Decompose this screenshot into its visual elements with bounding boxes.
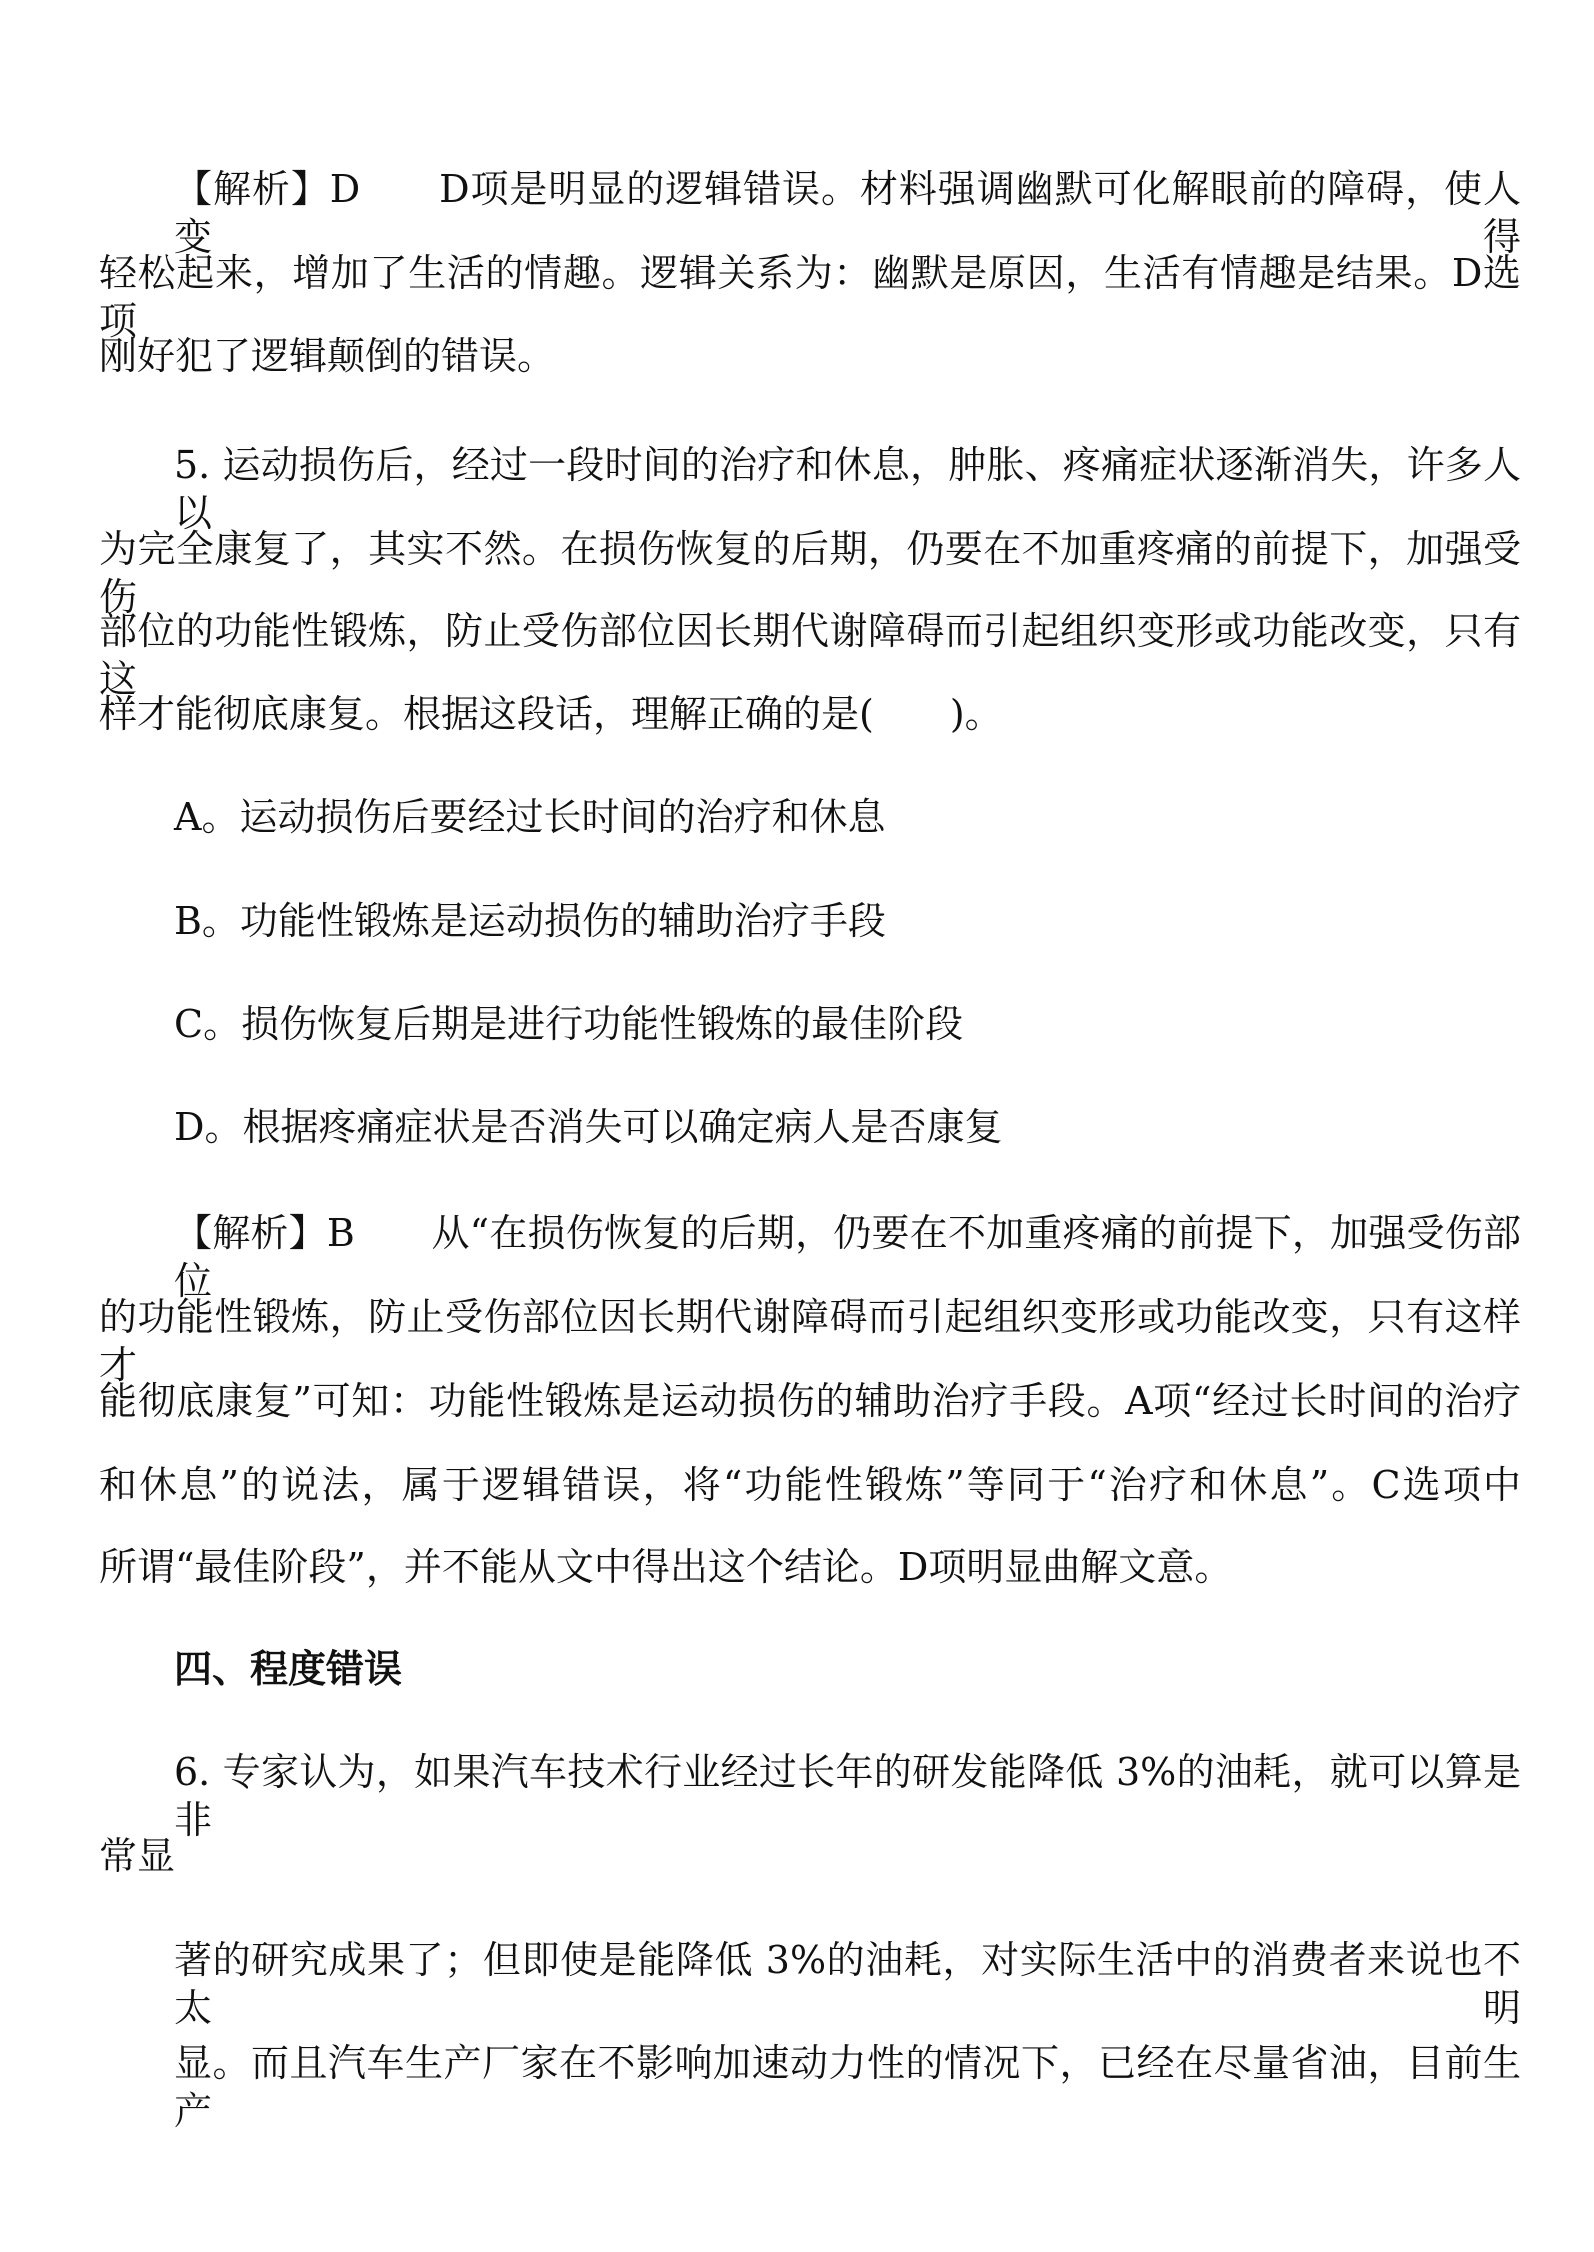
text-line: 刚好犯了逻辑颠倒的错误。 (99, 334, 556, 378)
text-line: 所谓“最佳阶段”，并不能从文中得出这个结论。D项明显曲解文意。 (99, 1545, 1233, 1589)
question-text-line: 部位的功能性锻炼，防止受伤部位因长期代谢障碍而引起组织变形或功能改变，只有这 (99, 609, 1521, 701)
question-text-line: 常显 (99, 1834, 176, 1878)
option-a: A。运动损伤后要经过长时间的治疗和休息 (174, 795, 886, 839)
question-text-line: 样才能彻底康复。根据这段话，理解正确的是( )。 (99, 692, 1003, 736)
question-text-line: 为完全康复了，其实不然。在损伤恢复的后期，仍要在不加重疼痛的前提下，加强受伤 (99, 527, 1521, 619)
text-line: 的功能性锻炼，防止受伤部位因长期代谢障碍而引起组织变形或功能改变，只有这样才 (99, 1295, 1521, 1387)
option-d: D。根据疼痛症状是否消失可以确定病人是否康复 (174, 1105, 1003, 1149)
section-heading: 四、程度错误 (174, 1646, 403, 1691)
text-line: 【解析】D D项是明显的逻辑错误。材料强调幽默可化解眼前的障碍，使人变得 (174, 167, 1521, 259)
question-text-line: 著的研究成果了；但即使是能降低 3%的油耗，对实际生活中的消费者来说也不太明 (174, 1938, 1521, 2030)
text-line: 【解析】B 从“在损伤恢复的后期，仍要在不加重疼痛的前提下，加强受伤部位 (174, 1211, 1521, 1303)
question-text-line: 显。而且汽车生产厂家在不影响加速动力性的情况下，已经在尽量省油，目前生产 (174, 2041, 1521, 2133)
question-text-line: 5. 运动损伤后，经过一段时间的治疗和休息，肿胀、疼痛症状逐渐消失，许多人以 (174, 443, 1521, 535)
text-line: 轻松起来，增加了生活的情趣。逻辑关系为：幽默是原因，生活有情趣是结果。D选项 (99, 251, 1521, 343)
question-text-line: 6. 专家认为，如果汽车技术行业经过长年的研发能降低 3%的油耗，就可以算是非 (174, 1750, 1521, 1842)
option-c: C。损伤恢复后期是进行功能性锻炼的最佳阶段 (174, 1002, 964, 1046)
option-b: B。功能性锻炼是运动损伤的辅助治疗手段 (174, 899, 886, 943)
text-line: 和休息”的说法，属于逻辑错误，将“功能性锻炼”等同于“治疗和休息”。C选项中 (99, 1463, 1521, 1507)
text-line: 能彻底康复”可知：功能性锻炼是运动损伤的辅助治疗手段。A项“经过长时间的治疗 (99, 1379, 1521, 1423)
